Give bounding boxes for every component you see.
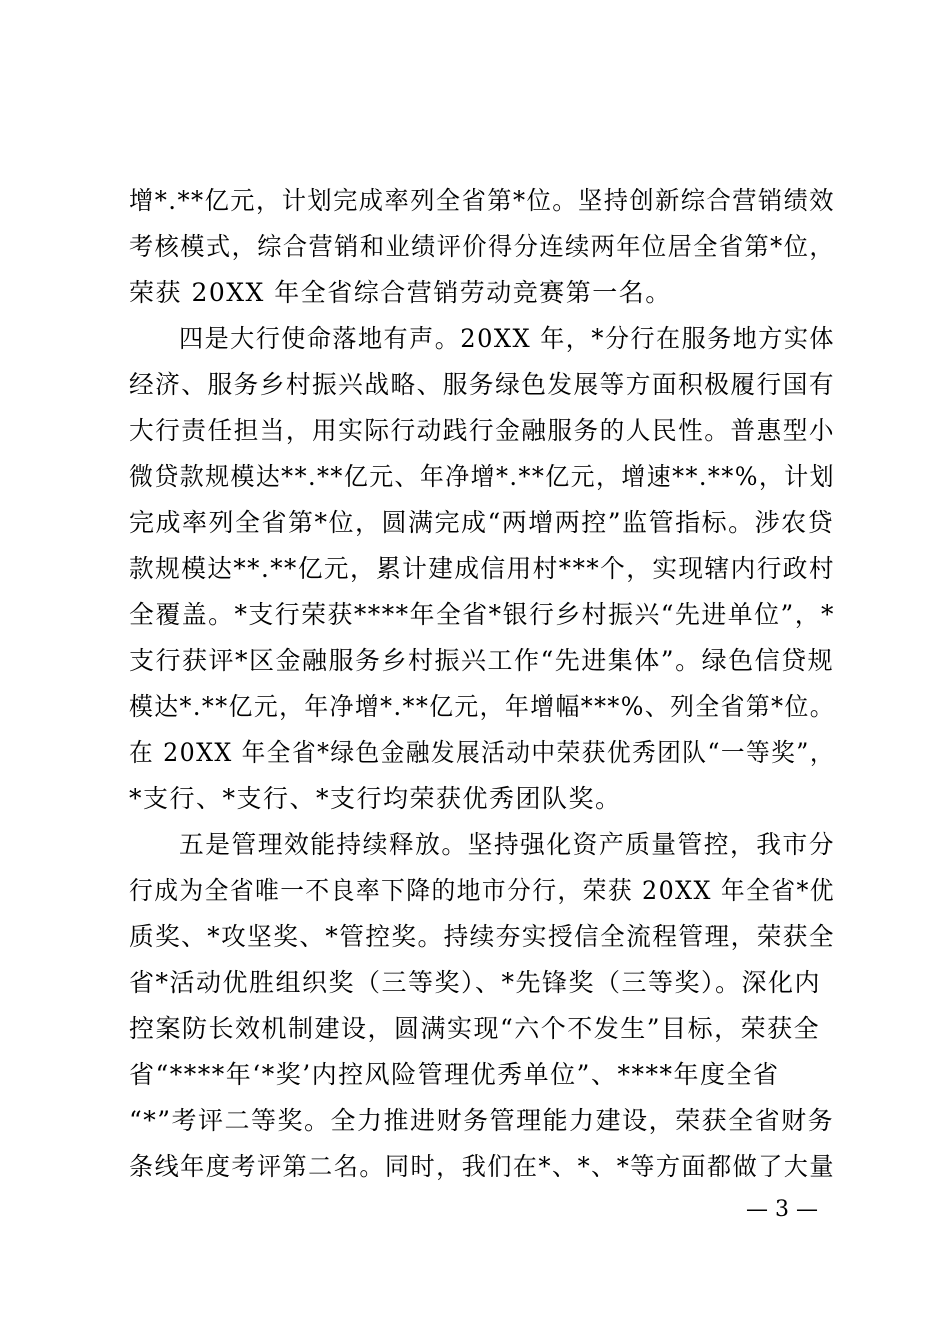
text-line (0, 503, 950, 543)
line-text: *支行、*支行、*支行均荣获优秀团队奖。 (129, 784, 622, 813)
page-footer (0, 1192, 950, 1228)
line-text: 控案防长效机制建设，圆满实现“六个不发生”目标，荣获全 (129, 1014, 821, 1043)
text-line (0, 1101, 950, 1141)
line-text: 省“****年‘*奖’内控风险管理优秀单位”、****年度全省 (129, 1060, 780, 1089)
text-line (0, 181, 950, 221)
text-line (0, 687, 950, 727)
text-line (0, 1055, 950, 1095)
paragraph-start-line (0, 825, 950, 865)
line-text: 完成率列全省第*位，圆满完成“两增两控”监管指标。涉农贷 (129, 508, 835, 537)
text-line (0, 963, 950, 1003)
line-text: 微贷款规模达**.**亿元、年净增*.**亿元，增速**.**%，计划 (129, 462, 835, 491)
line-text: 全覆盖。*支行荣获****年全省*银行乡村振兴“先进单位”，* (129, 600, 835, 629)
line-text: 大行责任担当，用实际行动践行金融服务的人民性。普惠型小 (129, 416, 835, 445)
page-number: — 3 — (746, 1197, 818, 1222)
line-text: 模达*.**亿元，年净增*.**亿元，年增幅***%、列全省第*位。 (129, 692, 835, 721)
line-text: 荣获 20XX 年全省综合营销劳动竞赛第一名。 (129, 278, 672, 307)
line-text: 考核模式，综合营销和业绩评价得分连续两年位居全省第*位， (129, 232, 835, 261)
text-line (0, 1147, 950, 1187)
line-text: 质奖、*攻坚奖、*管控奖。持续夯实授信全流程管理，荣获全 (129, 922, 835, 951)
text-line (0, 1009, 950, 1049)
text-line (0, 641, 950, 681)
text-line (0, 457, 950, 497)
line-text: 在 20XX 年全省*绿色金融发展活动中荣获优秀团队“一等奖”， (129, 738, 835, 767)
line-text: 经济、服务乡村振兴战略、服务绿色发展等方面积极履行国有 (129, 370, 835, 399)
text-line (0, 779, 950, 819)
text-line (0, 227, 950, 267)
line-text: 省*活动优胜组织奖（三等奖）、*先锋奖（三等奖）。深化内 (129, 968, 822, 997)
line-text: 五是管理效能持续释放。坚持强化资产质量管控，我市分 (179, 830, 835, 859)
line-text: “*”考评二等奖。全力推进财务管理能力建设，荣获全省财务 (129, 1106, 835, 1135)
text-line (0, 273, 950, 313)
text-line (0, 411, 950, 451)
line-text: 增*.**亿元，计划完成率列全省第*位。坚持创新综合营销绩效 (129, 186, 835, 215)
line-text: 支行获评*区金融服务乡村振兴工作“先进集体”。绿色信贷规 (129, 646, 835, 675)
text-line (0, 733, 950, 773)
line-text: 四是大行使命落地有声。20XX 年，*分行在服务地方实体 (179, 324, 835, 353)
line-text: 款规模达**.**亿元，累计建成信用村***个，实现辖内行政村 (129, 554, 835, 583)
paragraph-start-line (0, 319, 950, 359)
text-line (0, 365, 950, 405)
line-text: 条线年度考评第二名。同时，我们在*、*、*等方面都做了大量 (129, 1152, 835, 1181)
text-line (0, 549, 950, 589)
text-line (0, 917, 950, 957)
text-line (0, 595, 950, 635)
text-line (0, 871, 950, 911)
line-text: 行成为全省唯一不良率下降的地市分行，荣获 20XX 年全省*优 (129, 876, 835, 905)
